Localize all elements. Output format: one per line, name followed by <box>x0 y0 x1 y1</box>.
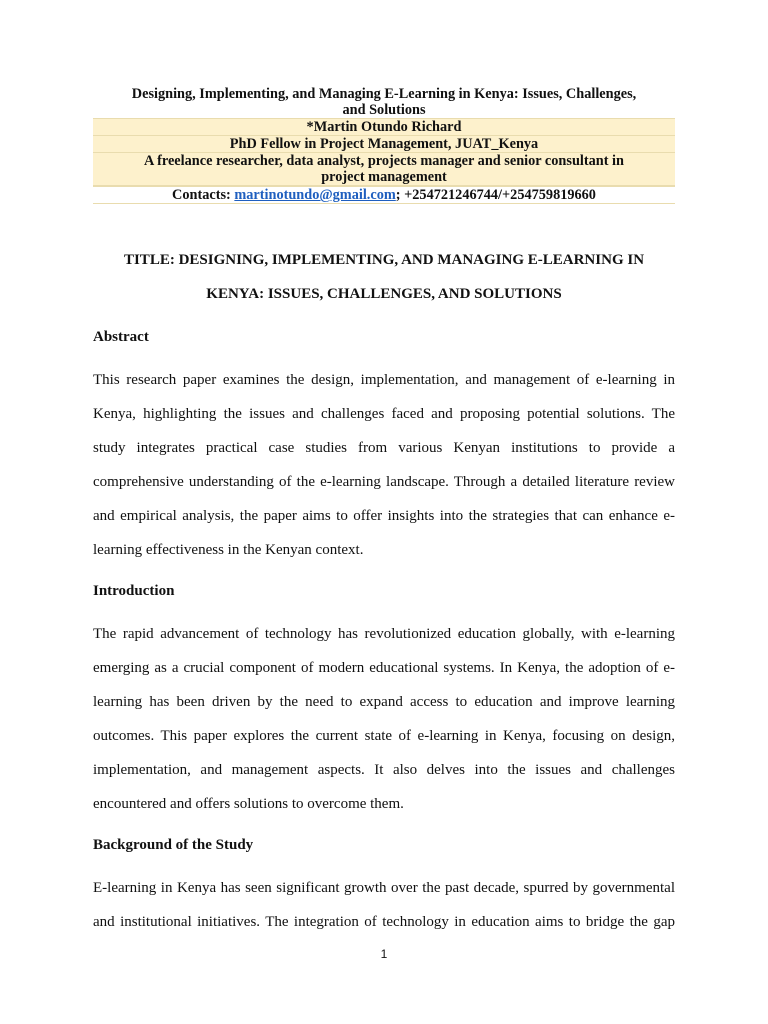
introduction-line: The rapid advancement of technology has revolutionized education globally, with e-learning <box>93 626 675 642</box>
abstract-paragraph <box>93 363 675 567</box>
background-heading: Background of the Study <box>93 837 254 853</box>
introduction-paragraph <box>93 617 675 821</box>
abstract-line: This research paper examines the design, implementation, and management of e-learning in <box>93 372 675 388</box>
paper-title-line-2: KENYA: ISSUES, CHALLENGES, AND SOLUTIONS <box>206 286 562 302</box>
abstract-line: comprehensive understanding of the e-learning landscape. Through a detailed literature review <box>93 474 675 490</box>
introduction-line: outcomes. This paper explores the current state of e-learning in Kenya, focusing on design, <box>93 728 675 744</box>
introduction-line: encountered and offers solutions to overcome them. <box>93 796 404 812</box>
author-role-line-1: A freelance researcher, data analyst, projects manager and senior consultant in <box>144 153 624 169</box>
contacts-label: Contacts: <box>172 187 235 203</box>
background-line: E-learning in Kenya has seen significant growth over the past decade, spurred by governmental <box>93 880 675 896</box>
abstract-line: Kenya, highlighting the issues and challenges faced and proposing potential solutions. The <box>93 406 675 422</box>
abstract-heading: Abstract <box>93 329 149 345</box>
introduction-heading: Introduction <box>93 583 175 599</box>
paper-title-line-1: TITLE: DESIGNING, IMPLEMENTING, AND MANAGING E-LEARNING IN <box>123 252 645 268</box>
contacts-row <box>93 186 675 204</box>
abstract-line: study integrates practical case studies from various Kenyan institutions to provide a <box>93 440 675 456</box>
introduction-line: emerging as a crucial component of modern educational systems. In Kenya, the adoption of e- <box>93 660 675 676</box>
document-title-line-2: and Solutions <box>342 102 426 118</box>
email-link[interactable]: martinotundo@gmail.com <box>234 187 396 203</box>
introduction-line: implementation, and management aspects. It also delves into the issues and challenges <box>93 762 675 778</box>
document-title-line-1: Designing, Implementing, and Managing E-Learning in Kenya: Issues, Challenges, <box>131 86 637 102</box>
abstract-line: learning effectiveness in the Kenyan context. <box>93 542 364 558</box>
author-position: PhD Fellow in Project Management, JUAT_Kenya <box>93 135 675 152</box>
phone-numbers: ; +254721246744/+254759819660 <box>395 187 596 203</box>
author-role-line-2: project management <box>321 169 447 185</box>
background-paragraph <box>93 871 675 939</box>
header-info-block <box>93 86 675 204</box>
author-name: *Martin Otundo Richard <box>93 118 675 135</box>
author-role <box>93 152 675 186</box>
page-number: 1 <box>380 947 388 961</box>
introduction-line: learning has been driven by the need to expand access to education and improve learning <box>93 694 675 710</box>
abstract-line: and empirical analysis, the paper aims to offer insights into the strategies that can enhance e- <box>93 508 675 524</box>
background-line: and institutional initiatives. The integration of technology in education aims to bridge the gap <box>93 914 675 930</box>
